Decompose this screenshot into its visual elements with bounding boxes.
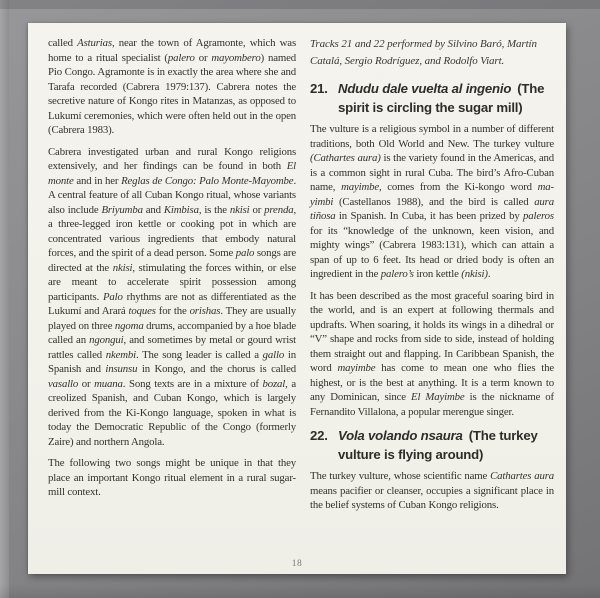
track-21-heading xyxy=(310,80,554,117)
page-content xyxy=(48,36,554,552)
track-number: 22. xyxy=(310,428,328,443)
track-translation: (The turkey vulture is flying around) xyxy=(338,428,538,462)
track-title: Ndudu dale vuelta al ingenio xyxy=(338,81,512,96)
track-translation: (The spirit is circling the sugar mill) xyxy=(338,81,545,115)
credit-line: Tracks 21 and 22 performed by Silvino Baró, Martín Catalá, Sergio Rodríguez, and Rodolfo Viart. xyxy=(310,38,537,67)
page-number: 18 xyxy=(291,559,303,569)
paragraph: The turkey vulture, whose scientific name Cathartes aura means pacifier or cleanser, occupies a significant place in the belief systems of Cuban Kongo religions. xyxy=(310,470,554,511)
paragraph: The following two songs might be unique in that they place an important Kongo ritual element in a rural sugar-mill context. xyxy=(48,457,296,498)
track-title: Vola volando nsaura xyxy=(338,428,463,443)
spine-edge xyxy=(0,0,9,598)
track-22-heading xyxy=(310,427,554,464)
paragraph: The vulture is a religious symbol in a number of different traditions, both Old World and New. The turkey vulture (Cathartes aura) is the variety found in the Americas, and is a common sight in rural Cuba. The bird’s Afro-Cuban name, mayimbe, comes from the Ki-kongo word ma-yimbi (Castellanos 1988), and the bird is called aura tiñosa in Spanish. In Cuba, it has been prized by paleros for its “knowledge of the unknown, keen vision, and mighty wings” (Cabrera 1983:131), which can attain a span of up to 6 feet. Its head or dried body is often an ingredient in the palero’s iron kettle (nkisi). xyxy=(310,123,554,280)
paragraph: called Asturias, near the town of Agramonte, which was home to a ritual specialist (palero or mayombero) named Pio Congo. Agramonte is in exactly the area where she and Tarafa recorded (Cabrera 1979:137). Cabrera notes the secretive nature of Kongo rites in Matanzas, as opposed to Lukumí ceremonies, which were often held out in the open (Cabrera 1983). xyxy=(48,37,296,136)
bottom-shadow xyxy=(0,584,600,598)
paragraph: It has been described as the most graceful soaring bird in the world, and is an expert at following thermals and updrafts. When soaring, it holds its wings in a dihedral or “V” shape and rocks from side to side, instead of holding them straight out and flapping. In Caribbean Spanish, the word mayimbe has come to mean one who flies the highest, or is the best at anything. It is a term known to any Dominican, since El Mayimbe is the nickname of Fernandito Villalona, a popular merengue singer. xyxy=(310,289,555,418)
track-title-group xyxy=(338,428,538,462)
track-number: 21. xyxy=(310,81,328,96)
track-title-group xyxy=(338,81,544,115)
right-column xyxy=(310,36,554,552)
paragraph: Cabrera investigated urban and rural Kongo religions extensively, and her findings can be found in both El monte and in her Reglas de Congo: Palo Monte-Mayombe. A central feature of all Cuban Kongo ritual, whose variants also include Briyumba and Kimbisa, is the nkisi or prenda, a three-legged iron kettle or cooking pot in which are concentrated various ingredients that embody natural forces, and the spirit of a dead person. Some palo songs are directed at the nkisi, stimulating the forces within, or else are meant to accelerate spirit possession among participants. Palo rhythms are not as differentiated as the Lukumí and Arará toques for the orishas. They are usually played on three ngoma drums, accompanied by a hoe blade called an ngongui, and sometimes by metal or gourd wrist rattles called nkembi. The song leader is called a gallo in Spanish and insunsu in Kongo, and the chorus is called vasallo or muana. Song texts are in a mixture of bozal, a creolized Spanish, and Cuban Kongo, which is largely derived from the Ki-Kongo language, spoken in what is today the Democratic Republic of the Congo (formerly Zaire) and northern Angola. xyxy=(48,145,297,448)
top-shadow xyxy=(0,0,600,9)
booklet-page xyxy=(28,23,566,574)
left-column xyxy=(48,36,296,552)
